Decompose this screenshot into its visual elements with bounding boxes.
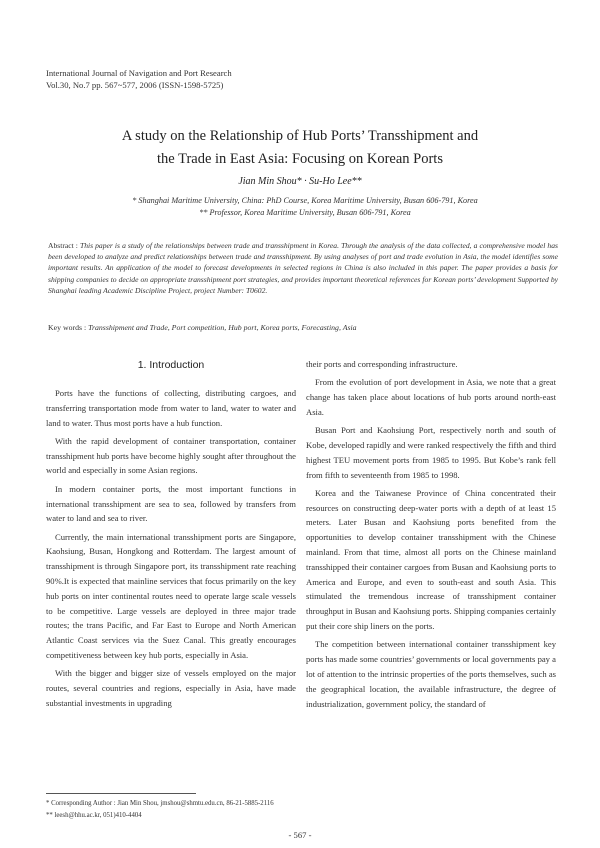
affiliation-1: * Shanghai Maritime University, China: PhD Course, Korea Maritime University, Busan 606-791, Korea — [132, 196, 478, 205]
paper-title-line-2: the Trade in East Asia: Focusing on Korean Ports — [157, 151, 443, 167]
footnote-corresponding-author: * Corresponding Author : Jian Min Shou, jmshou@shmtu.edu.cn, 86-21-5885-2116 — [46, 800, 274, 807]
right-paragraph-4: Korea and the Taiwanese Province of China concentrated their resources on constructing deep-water ports with a depth of at least 15 meters. Later Busan and Kaohsiung ports benefited from the opportunities to develop container transshipment with the Chinese mainland. From that time, almost all ports on the Chinese mainland transshipped their container cargoes from Busan and Kaohsiung ports to America and Europe, and even to south-east and south Asia. This stimulated the tremendous increase of transshipment container throughput in Busan and Kaohsiung ports. Shipping companies certainly put their core ship liners on the ports. — [306, 487, 556, 632]
affiliation-2: ** Professor, Korea Maritime University, Busan 606-791, Korea — [199, 207, 411, 217]
left-paragraph-2: With the rapid development of container transportation, container transshipment hub ports have become highly sought after throughout the world and especially in some Asian regions. — [46, 435, 296, 476]
right-paragraph-2: From the evolution of port development in Asia, we note that a great change has taken place about locations of hub ports around north-east Asia. — [306, 377, 556, 417]
paper-title — [60, 125, 540, 171]
footnote-rule — [46, 793, 196, 794]
journal-name: International Journal of Navigation and Port Research — [46, 68, 232, 78]
left-column — [46, 357, 296, 711]
footnote-coauthor: ** leesh@hhu.ac.kr, 051)410-4404 — [46, 812, 142, 819]
keywords — [48, 322, 558, 333]
section-heading-introduction: 1. Introduction — [137, 359, 205, 371]
footnotes — [46, 798, 466, 822]
keywords-text: Transshipment and Trade, Port competition, Hub port, Korea ports, Forecasting, Asia — [88, 323, 357, 332]
affiliations — [80, 195, 530, 218]
abstract-label: Abstract : — [48, 241, 80, 250]
page-number: - 567 - — [288, 830, 312, 840]
keywords-label: Key words : — [48, 323, 89, 332]
right-paragraph-3: Busan Port and Kaohsiung Port, respectively north and south of Kobe, developed rapidly and were ranked respectively the fifth and third highest TEU movement ports from 1985 to 1995. But Kobe’s rank fell from fifth to seventeenth from 1985 to 1998. — [306, 425, 556, 480]
journal-volume-info: Vol.30, No.7 pp. 567~577, 2006 (ISSN-1598-5725) — [46, 80, 224, 90]
left-paragraph-3: In modern container ports, the most important functions in international transshipment are sea to sea, followed by transfers from water to land and sea to river. — [46, 483, 296, 524]
right-paragraph-1: their ports and corresponding infrastructure. — [306, 359, 458, 369]
journal-header — [46, 67, 232, 91]
left-paragraph-4: Currently, the main international transshipment ports are Singapore, Kaohsiung, Busan, Hongkong and Rotterdam. The largest amount of transshipment is through Singapore port, its transshipment rate reaching 90%.It is expected that mainline services that focus primarily on the key hub ports on inter continental routes need to operate large scale vessels to be competitive. Large vessels are deployed in three major trade routes; the trans Pacific, and Far East to Europe and North American Atlantic Coast services via the Suez Canal. This greatly encourages competitiveness between key hub ports, especially in Asia. — [46, 531, 296, 661]
paper-title-line-1: A study on the Relationship of Hub Ports’ Transshipment and — [121, 128, 479, 144]
right-paragraph-5: The competition between international container transshipment key ports has made some countries’ governments or local governments pay a lot of attention to the intrinsic properties of the ports themselves, such as the geographical location, the available infrastructure, the degree of industrialization, government policy, the standard of — [306, 639, 556, 709]
right-column — [306, 357, 556, 711]
abstract-text: This paper is a study of the relationships between trade and transshipment in Korea. Through the analysis of the data collected, a comprehensive model has been developed to analyze and predict relationships between trade and transshipment. By using analyses of port and trade evolution in Asia, the model identifies some important results. An application of the model to forecast developments in selected regions in China is also included in this paper. The paper provides a basis for shipping companies to decide on appropriate transshipment port strategies, and provides important theoretical references for Korean ports’ development Supported by Shanghai leading Academic Discipline Project, project Number: T0602. — [48, 241, 558, 295]
authors: Jian Min Shou* · Su-Ho Lee** — [238, 176, 362, 187]
left-paragraph-1: Ports have the functions of collecting, distributing cargoes, and transferring transportation mode from water to land, water to water and land to water. Thus most ports have a hub function. — [46, 388, 296, 428]
abstract — [48, 240, 558, 296]
left-paragraph-5: With the bigger and bigger size of vessels employed on the major routes, several countries and regions, especially in Asia, have made substantial investments in upgrading — [46, 668, 296, 708]
